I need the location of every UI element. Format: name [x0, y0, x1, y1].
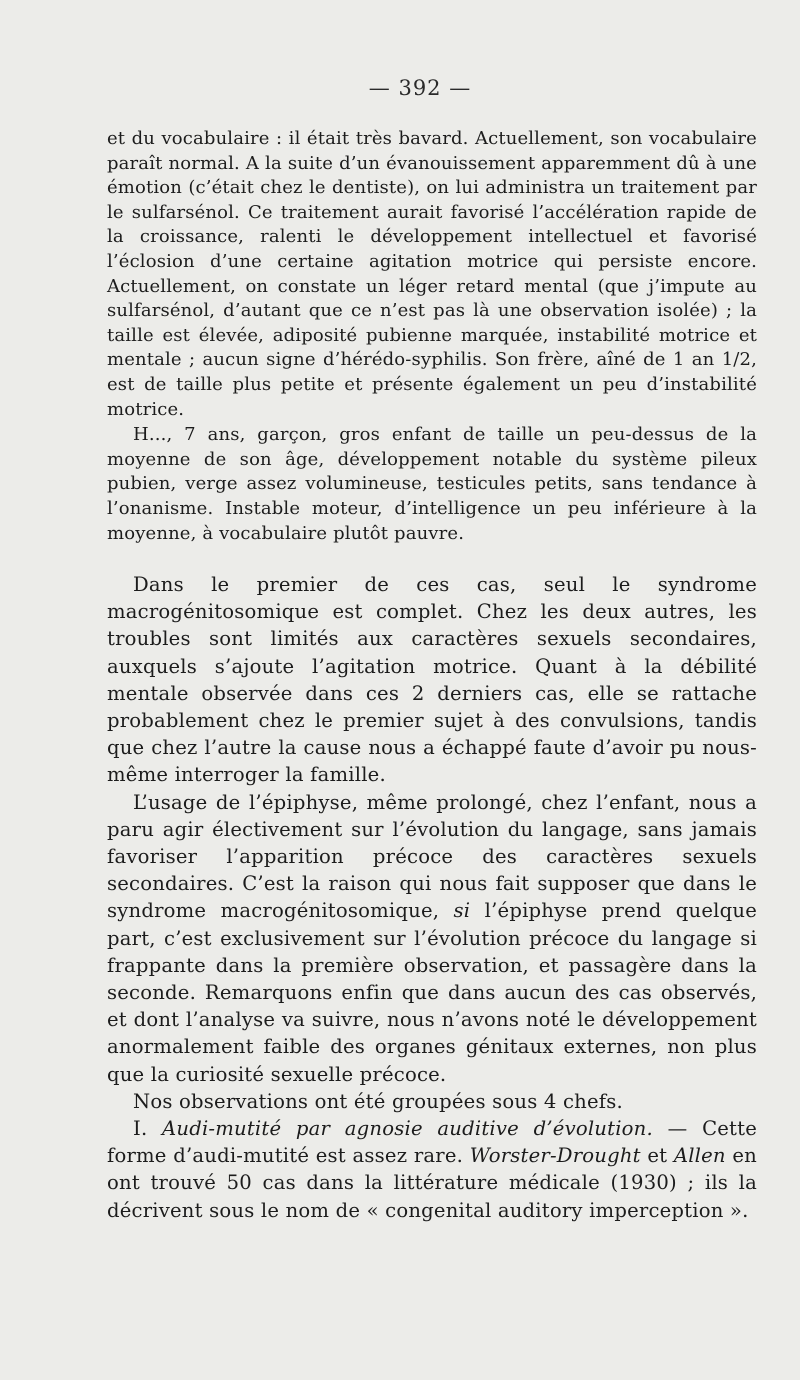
paragraph-epiphyse-text-1: L’usage de l’épiphyse, même prolongé, chez l’enfant, nous a paru agir électivement sur l’évolution du langage, sans jamais favoriser l’apparition précoce des caractères sexuels secondaires. C’est la raison qui nous fait supposer que dans le syndrome macrogénitosomique, — [107, 790, 757, 923]
section-numeral: I. — [133, 1117, 163, 1141]
paragraph-epiphyse — [107, 789, 757, 1088]
author-allen: Allen — [673, 1144, 726, 1168]
author-worster-drought: Worster-Drought — [469, 1144, 641, 1168]
emphasis-si: si — [453, 899, 471, 923]
conjunction-et: et — [640, 1144, 674, 1168]
case-notes-block — [107, 127, 757, 546]
section-heading: Audi-mutité par agnosie auditive d’évolution. — [162, 1117, 653, 1141]
paragraph-case-h: H..., 7 ans, garçon, gros enfant de taille un peu-dessus de la moyenne de son âge, développement notable du système pileux pubien, verge assez volumineuse, testicules petits, sans tendance à l’onanisme. Instable moteur, d’intelligence un peu inférieure à la moyenne, à vocabulaire plutôt pauvre. — [107, 424, 757, 544]
section-rest-text: en ont trouvé 50 cas dans la littérature médicale (1930) ; ils la décrivent sous le nom de « congenital auditory imperception ». — [107, 1144, 757, 1222]
section-dash-text: — Cette forme d’audi-mutité est assez rare. — [107, 1117, 757, 1168]
paragraph-case-continuation: et du vocabulaire : il était très bavard. Actuellement, son vocabulaire paraît normal. A la suite d’un évanouissement apparemment dû à une émotion (c’était chez le dentiste), on lui administra un traitement par le sulfarsénol. Ce traitement aurait favorisé l’accélération rapide de la croissance, ralenti le développement intellectuel et favorisé l’éclosion d’une certaine agitation motrice qui persiste encore. Actuellement, on constate un léger retard mental (que j’impute au sulfarsénol, d’autant que ce n’est pas là une observation isolée) ; la taille est élevée, adiposité pubienne marquée, instabilité motrice et mentale ; aucun signe d’hérédo-syphilis. Son frère, aîné de 1 an 1/2, est de taille plus petite et présente également un peu d’instabilité motrice. — [107, 128, 757, 420]
page-number: — 392 — — [368, 76, 472, 100]
main-text-block — [107, 571, 757, 1224]
paragraph-epiphyse-text-2: l’épiphyse prend quelque part, c’est exclusivement sur l’évolution précoce du langage si frappante dans la première observation, et passagère dans la seconde. Remarquons enfin que dans aucun des cas observés, et dont l’analyse va suivre, nous n’avons noté le développement anormalement faible des organes génitaux externes, non plus que la curiosité sexuelle précoce. — [107, 899, 757, 1086]
paragraph-observations-grouped: Nos observations ont été groupées sous 4 chefs. — [133, 1089, 623, 1113]
paragraph-syndrome-discussion: Dans le premier de ces cas, seul le syndrome macrogénitosomique est complet. Chez les deux autres, les troubles sont limités aux caractères sexuels secondaires, auxquels s’ajoute l’agitation motrice. Quant à la débilité mentale observée dans ces 2 derniers cas, elle se rattache probablement chez le premier sujet à des convulsions, tandis que chez l’autre la cause nous a échappé faute d’avoir pu nous-même interroger la famille. — [107, 573, 757, 787]
paragraph-section-one — [107, 1115, 757, 1224]
